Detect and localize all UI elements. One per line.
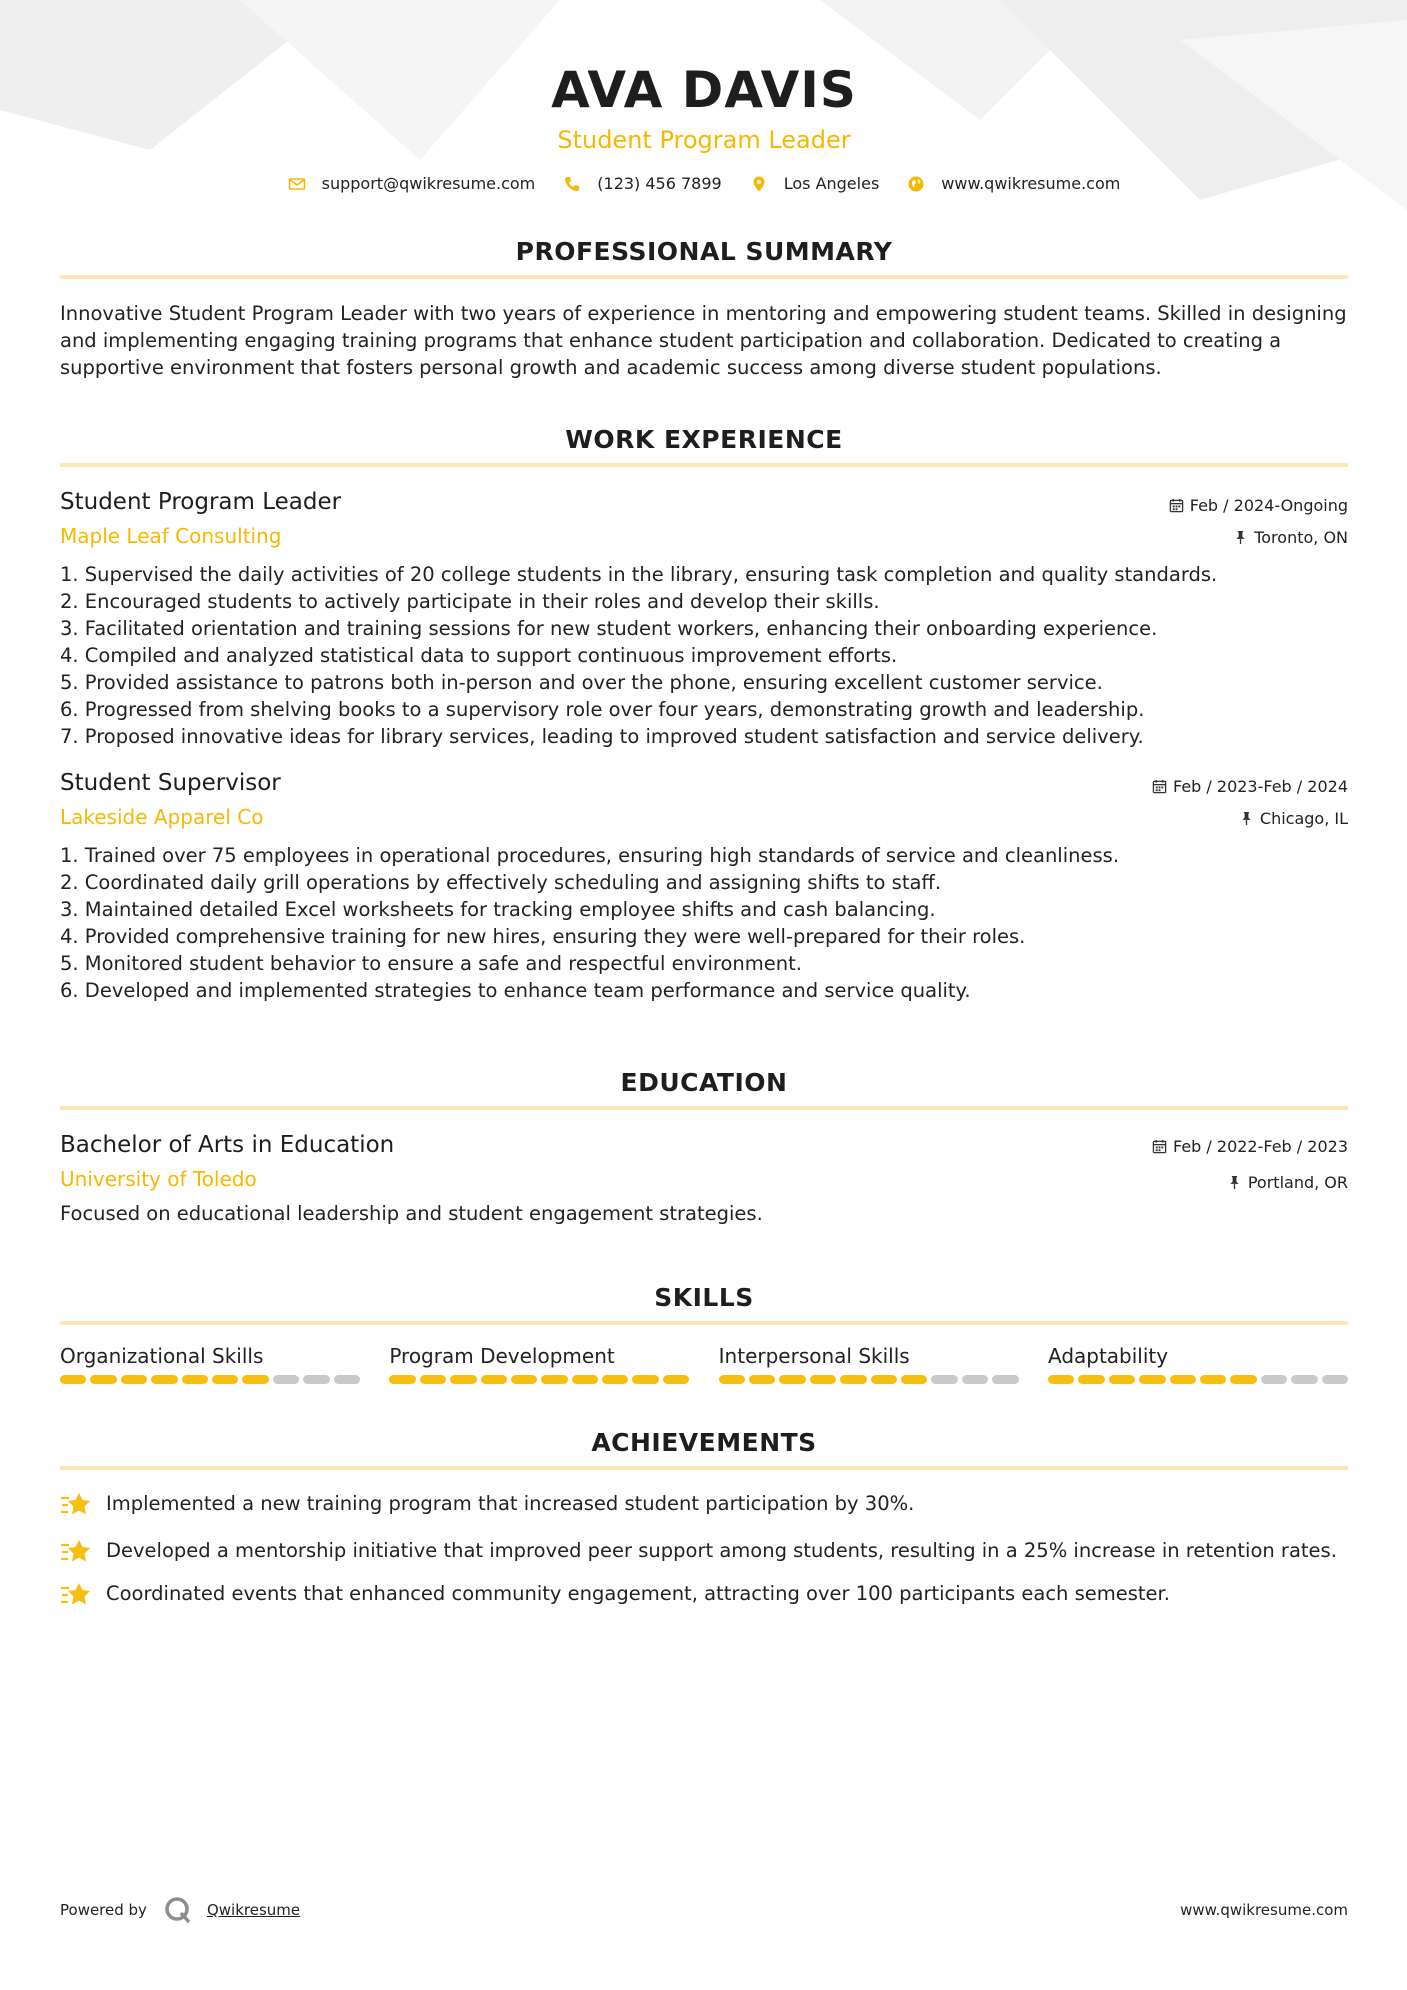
education-section bbox=[60, 1068, 1348, 1227]
job-duties bbox=[60, 842, 1348, 1004]
duty-item: 2. Coordinated daily grill operations by effectively scheduling and assigning shifts to staff. bbox=[60, 871, 942, 894]
skill-rating bbox=[1048, 1375, 1348, 1384]
job-header bbox=[60, 487, 1348, 551]
star-icon bbox=[60, 1580, 92, 1610]
star-icon bbox=[60, 1537, 92, 1567]
achievement-item bbox=[60, 1537, 1348, 1567]
skill-dot-filled bbox=[1170, 1375, 1196, 1384]
skill-dot-filled bbox=[1078, 1375, 1104, 1384]
contact-phone-text: (123) 456 7899 bbox=[597, 174, 722, 193]
job-location: Toronto, ON bbox=[1254, 527, 1348, 547]
skill-dot-filled bbox=[481, 1375, 507, 1384]
skills-heading: SKILLS bbox=[654, 1283, 754, 1312]
skill-dot-filled bbox=[151, 1375, 177, 1384]
skill-dot-filled bbox=[871, 1375, 897, 1384]
contact-bar bbox=[60, 174, 1348, 193]
skill-dot-empty bbox=[1291, 1375, 1317, 1384]
achievement-text: Implemented a new training program that increased student participation by 30%. bbox=[106, 1492, 915, 1515]
skill-name: Program Development bbox=[389, 1344, 615, 1368]
contact-email[interactable] bbox=[288, 174, 536, 193]
duty-item: 1. Trained over 75 employees in operational procedures, ensuring high standards of service and cleanliness. bbox=[60, 844, 1120, 867]
skill-dot-filled bbox=[212, 1375, 238, 1384]
job-header bbox=[60, 768, 1348, 832]
candidate-name: AVA DAVIS bbox=[551, 61, 857, 119]
skill-dot-filled bbox=[719, 1375, 745, 1384]
skill-item bbox=[60, 1341, 360, 1384]
summary-text: Innovative Student Program Leader with two years of experience in mentoring and empowering student teams. Skilled in designing and implementing engaging training programs that enhance student participation and collaboration. Dedicated to creating a supportive environment that fosters personal growth and academic success among diverse student populations. bbox=[60, 302, 1347, 379]
skill-dot-filled bbox=[840, 1375, 866, 1384]
school-name: University of Toledo bbox=[60, 1167, 257, 1191]
resume-page bbox=[60, 0, 1348, 1610]
skill-rating bbox=[719, 1375, 1019, 1384]
skills-section bbox=[60, 1283, 1348, 1384]
skill-item bbox=[1048, 1341, 1348, 1384]
job-location: Chicago, IL bbox=[1259, 808, 1348, 828]
skill-dot-empty bbox=[962, 1375, 988, 1384]
achievement-item bbox=[60, 1490, 1348, 1520]
job-entry bbox=[60, 487, 1348, 750]
job-title: Student Program Leader bbox=[60, 489, 342, 515]
skill-dot-filled bbox=[182, 1375, 208, 1384]
skill-dot-filled bbox=[121, 1375, 147, 1384]
duty-item: 7. Proposed innovative ideas for library services, leading to improved student satisfaction and service delivery. bbox=[60, 725, 1144, 748]
skill-dot-filled bbox=[420, 1375, 446, 1384]
phone-icon bbox=[563, 175, 581, 193]
achievements-divider bbox=[60, 1466, 1348, 1470]
skill-dot-filled bbox=[602, 1375, 628, 1384]
page-footer bbox=[60, 1895, 1348, 1925]
achievements-heading: ACHIEVEMENTS bbox=[591, 1428, 817, 1457]
skill-dot-filled bbox=[901, 1375, 927, 1384]
skill-dot-filled bbox=[541, 1375, 567, 1384]
job-title: Student Supervisor bbox=[60, 770, 281, 796]
experience-divider bbox=[60, 463, 1348, 467]
powered-by-label: Powered by bbox=[60, 1901, 147, 1919]
globe-icon bbox=[907, 175, 925, 193]
duty-item: 4. Provided comprehensive training for new hires, ensuring they were well-prepared for their roles. bbox=[60, 925, 1026, 948]
skill-dot-filled bbox=[779, 1375, 805, 1384]
skill-dot-filled bbox=[450, 1375, 476, 1384]
skill-dot-empty bbox=[1261, 1375, 1287, 1384]
calendar-icon bbox=[1169, 498, 1184, 513]
achievement-text: Developed a mentorship initiative that improved peer support among students, resulting in a 25% increase in retention rates. bbox=[106, 1539, 1337, 1562]
skill-dot-filled bbox=[810, 1375, 836, 1384]
experience-section bbox=[60, 425, 1348, 1004]
powered-by bbox=[60, 1895, 300, 1925]
skill-dot-filled bbox=[1200, 1375, 1226, 1384]
brand-link[interactable]: Qwikresume bbox=[206, 1901, 301, 1919]
contact-website-text: www.qwikresume.com bbox=[941, 174, 1121, 193]
duty-item: 1. Supervised the daily activities of 20 college students in the library, ensuring task completion and quality standards. bbox=[60, 563, 1218, 586]
star-icon bbox=[60, 1490, 92, 1520]
job-company: Maple Leaf Consulting bbox=[60, 524, 282, 548]
candidate-title: Student Program Leader bbox=[557, 126, 851, 154]
achievement-item bbox=[60, 1580, 1348, 1610]
education-dates: Feb / 2022-Feb / 2023 bbox=[1173, 1136, 1348, 1156]
education-meta bbox=[1152, 1130, 1348, 1196]
summary-section bbox=[60, 237, 1348, 381]
achievements-section bbox=[60, 1428, 1348, 1610]
experience-heading: WORK EXPERIENCE bbox=[565, 425, 843, 454]
pin-icon bbox=[1233, 530, 1248, 545]
education-heading: EDUCATION bbox=[620, 1068, 788, 1097]
duty-item: 5. Provided assistance to patrons both in-person and over the phone, ensuring excellent customer service. bbox=[60, 671, 1103, 694]
education-entry bbox=[60, 1130, 1348, 1227]
skill-dot-filled bbox=[572, 1375, 598, 1384]
contact-email-text: support@qwikresume.com bbox=[321, 174, 536, 193]
job-meta bbox=[1152, 768, 1348, 832]
skill-dot-filled bbox=[663, 1375, 689, 1384]
duty-item: 3. Facilitated orientation and training sessions for new student workers, enhancing their onboarding experience. bbox=[60, 617, 1158, 640]
skill-dot-filled bbox=[749, 1375, 775, 1384]
skill-dot-filled bbox=[1048, 1375, 1074, 1384]
summary-heading: PROFESSIONAL SUMMARY bbox=[515, 237, 893, 266]
degree-title: Bachelor of Arts in Education bbox=[60, 1132, 395, 1158]
skill-dot-filled bbox=[90, 1375, 116, 1384]
education-description: Focused on educational leadership and student engagement strategies. bbox=[60, 1202, 763, 1225]
skill-dot-empty bbox=[334, 1375, 360, 1384]
contact-location-text: Los Angeles bbox=[783, 174, 880, 193]
skill-dot-filled bbox=[511, 1375, 537, 1384]
pin-icon bbox=[1227, 1175, 1242, 1190]
skill-dot-empty bbox=[992, 1375, 1018, 1384]
pin-icon bbox=[1239, 811, 1254, 826]
job-entry bbox=[60, 768, 1348, 1004]
skill-dot-filled bbox=[1230, 1375, 1256, 1384]
skill-dot-filled bbox=[632, 1375, 658, 1384]
duty-item: 6. Progressed from shelving books to a supervisory role over four years, demonstrating growth and leadership. bbox=[60, 698, 1145, 721]
duty-item: 6. Developed and implemented strategies to enhance team performance and service quality. bbox=[60, 979, 971, 1002]
calendar-icon bbox=[1152, 779, 1167, 794]
skill-name: Organizational Skills bbox=[60, 1344, 264, 1368]
duty-item: 3. Maintained detailed Excel worksheets for tracking employee shifts and cash balancing. bbox=[60, 898, 936, 921]
skill-dot-empty bbox=[1322, 1375, 1348, 1384]
footer-website[interactable]: www.qwikresume.com bbox=[1180, 1901, 1348, 1919]
job-meta bbox=[1169, 487, 1348, 551]
skill-dot-empty bbox=[931, 1375, 957, 1384]
job-duties bbox=[60, 561, 1348, 750]
email-icon bbox=[288, 175, 306, 193]
skill-item bbox=[389, 1341, 689, 1384]
location-icon bbox=[750, 175, 768, 193]
skill-dot-empty bbox=[273, 1375, 299, 1384]
contact-website[interactable] bbox=[907, 174, 1120, 193]
skill-dot-filled bbox=[389, 1375, 415, 1384]
duty-item: 5. Monitored student behavior to ensure a safe and respectful environment. bbox=[60, 952, 802, 975]
education-header bbox=[60, 1130, 1348, 1196]
skill-dot-filled bbox=[1109, 1375, 1135, 1384]
education-divider bbox=[60, 1106, 1348, 1110]
education-location: Portland, OR bbox=[1247, 1172, 1348, 1192]
achievements-list bbox=[60, 1490, 1348, 1610]
job-dates: Feb / 2023-Feb / 2024 bbox=[1173, 776, 1348, 796]
skill-dot-empty bbox=[303, 1375, 329, 1384]
summary-divider bbox=[60, 275, 1348, 279]
contact-location bbox=[750, 174, 880, 193]
skill-dot-filled bbox=[242, 1375, 268, 1384]
skill-dot-filled bbox=[60, 1375, 86, 1384]
achievement-text: Coordinated events that enhanced community engagement, attracting over 100 participants each semester. bbox=[106, 1582, 1170, 1605]
job-dates: Feb / 2024-Ongoing bbox=[1189, 495, 1348, 515]
skills-list bbox=[60, 1341, 1348, 1384]
skill-rating bbox=[60, 1375, 360, 1384]
qwikresume-logo-icon bbox=[163, 1895, 193, 1925]
skills-divider bbox=[60, 1321, 1348, 1325]
skill-name: Interpersonal Skills bbox=[718, 1344, 910, 1368]
resume-header bbox=[60, 0, 1348, 193]
skill-dot-filled bbox=[1139, 1375, 1165, 1384]
skill-item bbox=[719, 1341, 1019, 1384]
calendar-icon bbox=[1152, 1139, 1167, 1154]
duty-item: 4. Compiled and analyzed statistical data to support continuous improvement efforts. bbox=[60, 644, 898, 667]
contact-phone[interactable] bbox=[563, 174, 721, 193]
skill-rating bbox=[389, 1375, 689, 1384]
duty-item: 2. Encouraged students to actively participate in their roles and develop their skills. bbox=[60, 590, 880, 613]
job-company: Lakeside Apparel Co bbox=[60, 805, 264, 829]
skill-name: Adaptability bbox=[1047, 1344, 1169, 1368]
